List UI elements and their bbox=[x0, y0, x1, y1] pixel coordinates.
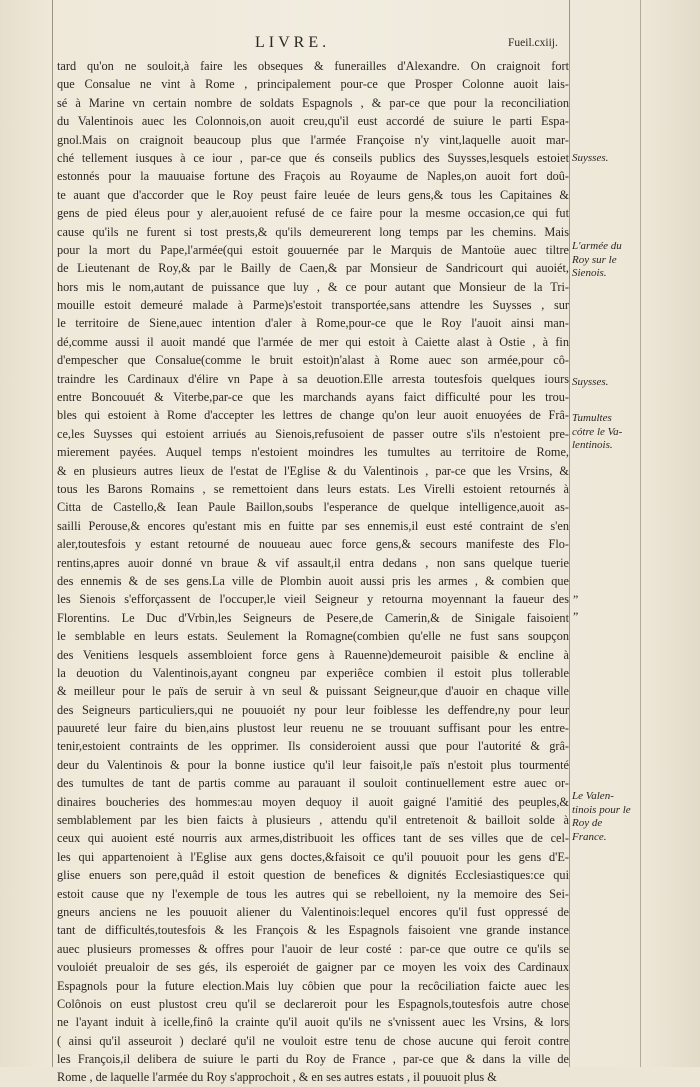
text-line: les qui appartenoient à l'Eglise aux gens doctes,&faisoit ce qu'il pouuoit pour les gens d'E- bbox=[57, 849, 569, 864]
text-line: semblablement par les bien faicts à plusieurs , attendu qu'il entretenoit & bailloit solde à bbox=[57, 813, 569, 828]
text-line: dé,comme aussi il auoit mandé que l'armée de mer qui estoit à Caiette alast à Ostie , à fin bbox=[57, 334, 569, 349]
text-line: mierement payées. Auquel temps n'estoient moindres les tumultes au territoire de Rome, bbox=[57, 445, 569, 460]
text-line: pour la mort du Pape,l'armée(qui estoit gouuernée par le Marquis de Mantoüe auec tiltre bbox=[57, 242, 569, 257]
text-line: le semblable en leurs estats. Seulement la Romagne(combien qu'elle ne fust sans soupçon bbox=[57, 629, 569, 644]
text-line: que Consalue ne vint à Rome , principalement pour-ce que Prosper Colonne auoit lais- bbox=[57, 77, 569, 92]
margin-column-rule bbox=[640, 0, 641, 1067]
text-line: Florentins. Le Duc d'Vrbin,les Seigneurs de Pesere,de Camerin,& de Sinigale faisoient bbox=[57, 610, 569, 625]
text-line: de Lieutenant de Roy,& par le Bailly de Caen,& par Monsieur de Sandricourt qui auoiét, bbox=[57, 261, 569, 276]
text-line: te auant que d'accorder que le Roy peust faire leuée de leurs gens,& tous les Capitaines & bbox=[57, 187, 569, 202]
text-line: tard qu'on ne souloit,à faire les obseques & funerailles d'Alexandre. On craignoit fort bbox=[57, 59, 569, 73]
text-line: ( ainsi qu'il asseuroit ) declaré qu'il ne vouloit estre tenu de chose aucune qui feroit contre bbox=[57, 1033, 569, 1048]
text-line: tant de difficultés,toutesfois & les François & les Espagnols faisoient vne grande instance bbox=[57, 923, 569, 938]
text-line: ché tellement iusques à ce iour , par-ce que és conseils publics des Suysses,lesquels estoiet bbox=[57, 150, 569, 165]
text-line: gnol.Mais on craignoit beaucoup plus que l'armée Françoise n'y vint,laquelle auoit mar- bbox=[57, 132, 569, 147]
text-line: hors mis le nom,autant de puissance que luy , & ce pour autant que Monsieur de la Tri- bbox=[57, 279, 569, 294]
text-line: mouille estoit demeuré malade à Parme)s'estoit transportée,sans attendre les Suysses , sur bbox=[57, 298, 569, 313]
marginal-quote-mark-2: ” bbox=[573, 609, 579, 623]
text-line: cause qu'ils ne furent si tost prests,& qu'ils demeurerent long temps par les chemins. Mais bbox=[57, 224, 569, 239]
marginal-quote-mark-1: ” bbox=[573, 592, 579, 606]
left-margin-rule bbox=[52, 0, 53, 1067]
text-line: pauureté leur faire du bien,ains plustost leur reuenu ne se trouuant suffisant pour les entre- bbox=[57, 721, 569, 736]
text-line: & en plusieurs autres lieux de l'estat de l'Eglise & du Valentinois , par-ce que les Vrsins, & bbox=[57, 463, 569, 478]
text-line: tenir,estoient contraints de les opprimer. Ils consideroient aussi que pour l'autorité & grâ- bbox=[57, 739, 569, 754]
main-text-block bbox=[57, 57, 569, 1087]
text-line: les Sienois s'efforçassent de l'occuper,le vieil Seigneur y retourna moyennant la faueur des bbox=[57, 592, 569, 607]
text-line: traindre les Cardinaux d'élire vn Pape à sa deuotion.Elle arresta toutesfois quelques iours bbox=[57, 371, 569, 386]
text-line: ce,les Suysses qui estoient arriués au Sienois,refusoient de passer outre s'ils n'estoient pre- bbox=[57, 426, 569, 441]
text-line: sailli Perouse,& encores qu'estant mis en fuitte par ses ennemis,il eust esté contraint de s'en bbox=[57, 518, 569, 533]
text-line: & meilleur pour le païs de seruir à vn seul & puissant Seigneur,que d'auoir en chaque ville bbox=[57, 684, 569, 699]
text-line: le territoire de Siene,auec intention d'aler à Rome,pour-ce que le Roy l'auoit ainsi man- bbox=[57, 316, 569, 331]
text-line: des Seigneurs particuliers,qui ne pouuoiét ny pour leur foiblesse les deffendre,ny pour leur bbox=[57, 702, 569, 717]
text-line: gneurs anciens ne les pouuoit aliener du Valentinois:lequel encores qu'il fust oppressé de bbox=[57, 904, 569, 919]
text-line: vouloiét preualoir de ses gés, ils esperoiét de gaigner par ce moyen les voix des Cardinaux bbox=[57, 960, 569, 975]
text-line: ceux qui auoient esté nourris aux armes,distribuoit les offices tant de ses villes que de cel- bbox=[57, 831, 569, 846]
text-line: d'empescher que Consalue(comme le bruit estoit)n'alast à Rome auec son armée,pour cô- bbox=[57, 353, 569, 368]
text-line: auec plusieurs promesses & offres pour l'auoir de leur costé : par-ce que outre ce qu'ils se bbox=[57, 941, 569, 956]
text-line: bles qui estoient à Rome d'accepter les lettres de change qu'on leur auoit enuoyées de Frâ- bbox=[57, 408, 569, 423]
text-line: des ennemis & de ses gens.La ville de Plombin auoit aussi pris les armes , & combien que bbox=[57, 573, 569, 588]
text-line: entre Boncouuét & Viterbe,par-ce que les marchands ayans faict difficulté pour les trou- bbox=[57, 390, 569, 405]
text-line: des tumultes de tant de partis comme au parauant il souloit continuellement estre auec or- bbox=[57, 776, 569, 791]
text-line: les François,il delibera de suiure le parti du Roy de France , par-ce que & dans la ville de bbox=[57, 1052, 569, 1067]
folio-number: Fueil.cxiij. bbox=[508, 37, 558, 49]
text-line: sé à Marine vn certain nombre de soldats Espagnols , & par-ce que pour la reconciliation bbox=[57, 95, 569, 110]
marginal-note-tumultes: Tumultes cótre le Va- lentinois. bbox=[572, 412, 623, 451]
text-line: estoit cause que ny l'exemple de tous les autres qui se rebelloient, ny la memoire des Sei- bbox=[57, 886, 569, 901]
text-line: Colônois on eust plustost creu qu'il se declareroit pour les Espagnols,toutesfois autre chose bbox=[57, 996, 569, 1011]
text-line: ne l'ayant induit à icelle,finô la crainte qu'il auoit qu'ils ne s'vnissent auec les Vrsins, & lors bbox=[57, 1015, 569, 1030]
text-line: dinaires boucheries des hommes:au moyen dequoy il auoit gaigné l'amitié des peuples,& bbox=[57, 794, 569, 809]
text-line: estonnés pour la mauuaise fortune des Fraçois au Royaume de Naples,on auoit fort doû- bbox=[57, 169, 569, 184]
text-line: Citta de Castello,& Iean Paule Baillon,soubs l'esperance de quelque intelligence,auoit as- bbox=[57, 500, 569, 515]
marginal-note-suysses-1: Suysses. bbox=[572, 152, 609, 164]
marginal-note-armee-du-roy: L'armée du Roy sur le Sienois. bbox=[572, 240, 622, 279]
text-line: deur du Valentinois & pour la bonne iustice qu'il leur faisoit,le païs n'estoit plus tourmenté bbox=[57, 757, 569, 772]
text-line: Rome , de laquelle l'armée du Roy s'approchoit , & en ses autres estats , il pouuoit plus & bbox=[57, 1070, 497, 1085]
text-line: la deuotion du Valentinois,ayant congneu par experiêce combien il estoit plus tollerable bbox=[57, 665, 569, 680]
text-line: des Venitiens lesquels assembloient force gens à Rauenne)demeuroit paisible & encline à bbox=[57, 647, 569, 662]
marginal-note-valentinois: Le Valen- tinois pour le Roy de France. bbox=[572, 790, 631, 843]
text-line: gens de pied éleus pour y aler,auoient refusé de ce faire pour la mesme occasion,ce qui fut bbox=[57, 206, 569, 221]
text-line: aler,toutesfois y estant retourné de nouueau auec force gens,& secours manifeste des Flo- bbox=[57, 537, 569, 552]
marginal-note-suysses-2: Suysses. bbox=[572, 376, 609, 388]
text-line: tous les Barons Romains , se remettoient dans leurs estats. Les Virelli estoient retournés à bbox=[57, 481, 569, 496]
text-line: rentins,apres auoir donné vn braue & vif assault,il entra dedans , non sans quelque tuerie bbox=[57, 555, 569, 570]
text-line: du Valentinois auec les Colonnois,on auoit creu,qu'il eust accordé de suiure le parti Espa- bbox=[57, 114, 569, 129]
text-column-rule bbox=[569, 0, 570, 1067]
text-line: Espagnols pour la future election.Mais luy côbien que pour la recôciliation faicte auec les bbox=[57, 978, 569, 993]
text-line: glise enuers son pere,quâd il estoit question de benefices & dignités Ecclesiastiques:ce qui bbox=[57, 868, 569, 883]
running-head-title: LIVRE. bbox=[255, 34, 331, 51]
